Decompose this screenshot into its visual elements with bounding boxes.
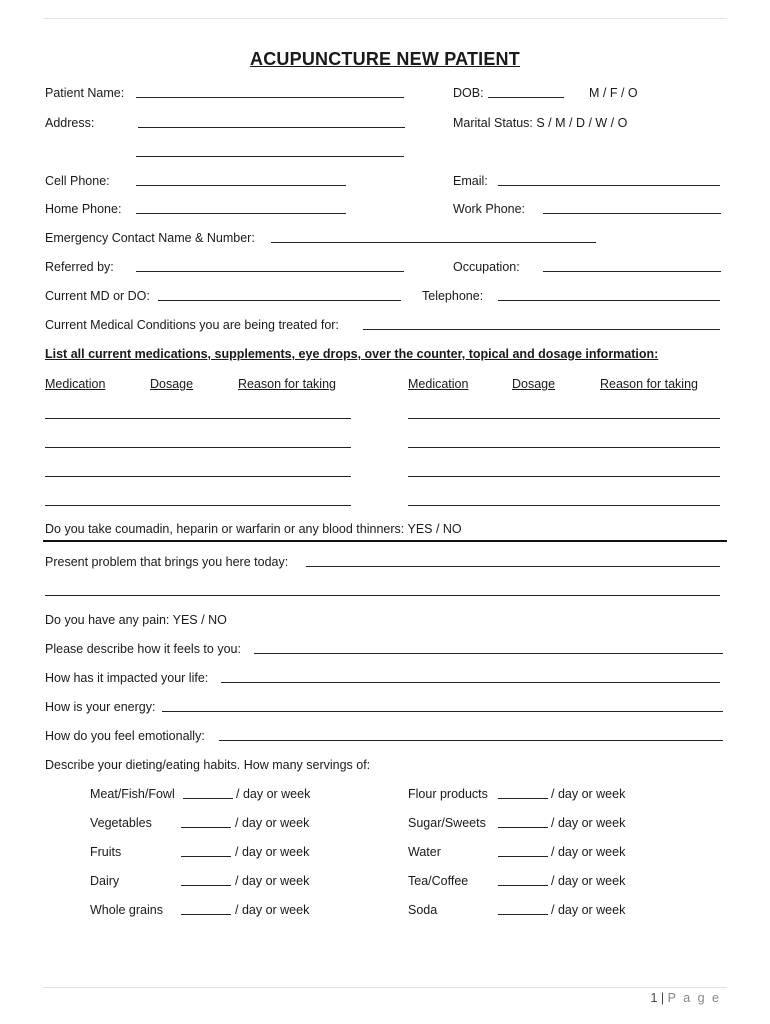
referred-by-label: Referred by:: [45, 260, 114, 274]
footer-separator: |: [660, 991, 665, 1005]
present-problem-label: Present problem that brings you here today:: [45, 555, 289, 569]
current-conditions-label: Current Medical Conditions you are being treated for:: [45, 318, 339, 332]
emergency-contact-field[interactable]: [271, 242, 596, 243]
diet-item-label: Tea/Coffee: [408, 874, 469, 888]
diet-unit-label: / day or week: [551, 816, 626, 830]
home-phone-label: Home Phone:: [45, 202, 122, 216]
current-conditions-field[interactable]: [363, 329, 720, 330]
emotional-field[interactable]: [219, 740, 723, 741]
bottom-rule: [43, 987, 727, 988]
diet-item-label: Soda: [408, 903, 438, 917]
diet-servings-field[interactable]: [181, 885, 231, 886]
medication-entry-line[interactable]: [45, 476, 351, 477]
telephone-field[interactable]: [498, 300, 720, 301]
diet-unit-label: / day or week: [551, 787, 626, 801]
telephone-label: Telephone:: [422, 289, 484, 303]
emotional-label: How do you feel emotionally:: [45, 729, 205, 743]
impacted-life-label: How has it impacted your life:: [45, 671, 209, 685]
email-label: Email:: [453, 174, 488, 188]
energy-label: How is your energy:: [45, 700, 156, 714]
medication-entry-line[interactable]: [45, 447, 351, 448]
gender-options[interactable]: M / F / O: [589, 86, 638, 100]
address-field-line-2[interactable]: [136, 156, 404, 157]
energy-field[interactable]: [162, 711, 723, 712]
work-phone-label: Work Phone:: [453, 202, 526, 216]
pain-question[interactable]: Do you have any pain: YES / NO: [45, 613, 227, 627]
top-rule: [43, 18, 727, 19]
reason-column-header-right: Reason for taking: [600, 377, 698, 391]
patient-name-label: Patient Name:: [45, 86, 125, 100]
diet-servings-field[interactable]: [498, 885, 548, 886]
dob-field[interactable]: [488, 97, 564, 98]
dob-label: DOB:: [453, 86, 484, 100]
diet-item-label: Sugar/Sweets: [408, 816, 486, 830]
email-field[interactable]: [498, 185, 720, 186]
current-md-field[interactable]: [158, 300, 401, 301]
home-phone-field[interactable]: [136, 213, 346, 214]
diet-servings-field[interactable]: [498, 827, 548, 828]
medication-entry-line[interactable]: [408, 505, 720, 506]
section-divider: [43, 540, 727, 542]
current-md-label: Current MD or DO:: [45, 289, 150, 303]
diet-item-label: Whole grains: [90, 903, 163, 917]
medication-column-header-left: Medication: [45, 377, 106, 391]
page-title: ACUPUNCTURE NEW PATIENT: [250, 49, 520, 69]
page-label: P a g e: [667, 991, 721, 1005]
diet-servings-field[interactable]: [181, 856, 231, 857]
address-field-line-1[interactable]: [138, 127, 405, 128]
blood-thinners-question[interactable]: Do you take coumadin, heparin or warfarin or any blood thinners: YES / NO: [45, 522, 462, 536]
diet-item-label: Fruits: [90, 845, 122, 859]
medication-entry-line[interactable]: [45, 418, 351, 419]
medication-column-header-right: Medication: [408, 377, 469, 391]
diet-servings-field[interactable]: [498, 856, 548, 857]
diet-item-label: Dairy: [90, 874, 120, 888]
diet-item-label: Meat/Fish/Fowl: [90, 787, 175, 801]
marital-status-options[interactable]: Marital Status: S / M / D / W / O: [453, 116, 628, 130]
diet-unit-label: / day or week: [551, 903, 626, 917]
describe-feel-field[interactable]: [254, 653, 723, 654]
describe-feel-label: Please describe how it feels to you:: [45, 642, 241, 656]
referred-by-field[interactable]: [136, 271, 404, 272]
diet-unit-label: / day or week: [235, 874, 310, 888]
dosage-column-header-left: Dosage: [150, 377, 194, 391]
occupation-field[interactable]: [543, 271, 721, 272]
cell-phone-field[interactable]: [136, 185, 346, 186]
diet-item-label: Water: [408, 845, 441, 859]
medication-entry-line[interactable]: [45, 505, 351, 506]
diet-servings-field[interactable]: [498, 914, 548, 915]
diet-servings-field[interactable]: [181, 827, 231, 828]
reason-column-header-left: Reason for taking: [238, 377, 336, 391]
diet-servings-field[interactable]: [498, 798, 548, 799]
page-number: 1: [650, 991, 658, 1005]
diet-unit-label: / day or week: [235, 903, 310, 917]
present-problem-field-continued[interactable]: [45, 595, 720, 596]
diet-question-label: Describe your dieting/eating habits. How many servings of:: [45, 758, 371, 772]
diet-unit-label: / day or week: [551, 845, 626, 859]
address-label: Address:: [45, 116, 95, 130]
dosage-column-header-right: Dosage: [512, 377, 556, 391]
work-phone-field[interactable]: [543, 213, 721, 214]
diet-servings-field[interactable]: [183, 798, 233, 799]
diet-unit-label: / day or week: [235, 845, 310, 859]
diet-servings-field[interactable]: [181, 914, 231, 915]
diet-unit-label: / day or week: [235, 816, 310, 830]
emergency-contact-label: Emergency Contact Name & Number:: [45, 231, 255, 245]
diet-item-label: Flour products: [408, 787, 488, 801]
occupation-label: Occupation:: [453, 260, 520, 274]
cell-phone-label: Cell Phone:: [45, 174, 110, 188]
diet-unit-label: / day or week: [551, 874, 626, 888]
page-footer: [650, 991, 721, 1005]
medications-heading: List all current medications, supplements, eye drops, over the counter, topical and dosage information:: [45, 347, 659, 361]
medication-entry-line[interactable]: [408, 476, 720, 477]
medication-entry-line[interactable]: [408, 447, 720, 448]
present-problem-field[interactable]: [306, 566, 720, 567]
medication-entry-line[interactable]: [408, 418, 720, 419]
impacted-life-field[interactable]: [221, 682, 720, 683]
patient-name-field[interactable]: [136, 97, 404, 98]
diet-unit-label: / day or week: [236, 787, 311, 801]
diet-item-label: Vegetables: [90, 816, 152, 830]
